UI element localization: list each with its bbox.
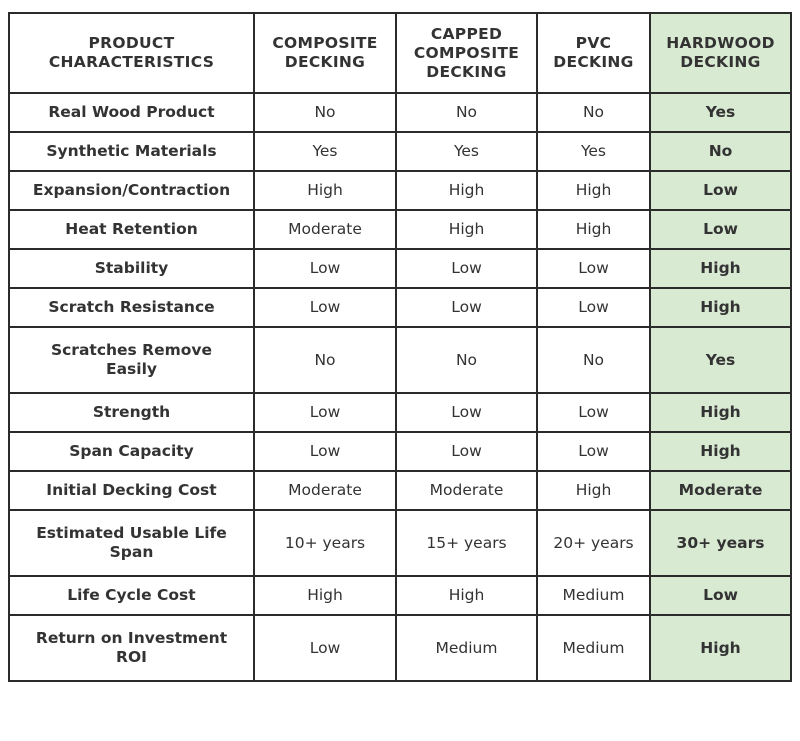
cell-pvc: No <box>537 93 650 132</box>
cell-capped-composite: No <box>396 327 537 393</box>
cell-capped-composite: High <box>396 576 537 615</box>
row-label: Return on Investment ROI <box>9 615 254 681</box>
cell-capped-composite: Low <box>396 288 537 327</box>
row-label: Life Cycle Cost <box>9 576 254 615</box>
header-composite: COMPOSITE DECKING <box>254 13 396 93</box>
table-row <box>9 510 791 576</box>
cell-hardwood: Low <box>650 210 791 249</box>
cell-pvc: No <box>537 327 650 393</box>
table-row <box>9 288 791 327</box>
cell-composite: No <box>254 327 396 393</box>
table-row <box>9 93 791 132</box>
cell-hardwood: High <box>650 432 791 471</box>
row-label: Estimated Usable Life Span <box>9 510 254 576</box>
cell-composite: Low <box>254 288 396 327</box>
cell-capped-composite: Low <box>396 393 537 432</box>
cell-composite: High <box>254 576 396 615</box>
cell-hardwood: High <box>650 249 791 288</box>
cell-composite: Moderate <box>254 210 396 249</box>
table-row <box>9 432 791 471</box>
cell-pvc: Low <box>537 432 650 471</box>
cell-composite: 10+ years <box>254 510 396 576</box>
cell-hardwood: High <box>650 288 791 327</box>
cell-capped-composite: No <box>396 93 537 132</box>
header-pvc: PVC DECKING <box>537 13 650 93</box>
row-label: Heat Retention <box>9 210 254 249</box>
cell-hardwood: High <box>650 615 791 681</box>
header-characteristics: PRODUCT CHARACTERISTICS <box>9 13 254 93</box>
table-row <box>9 327 791 393</box>
decking-comparison-table <box>8 12 792 682</box>
cell-composite: Low <box>254 615 396 681</box>
cell-composite: Yes <box>254 132 396 171</box>
table-row <box>9 171 791 210</box>
cell-pvc: Low <box>537 249 650 288</box>
row-label: Synthetic Materials <box>9 132 254 171</box>
cell-capped-composite: Low <box>396 432 537 471</box>
cell-capped-composite: High <box>396 210 537 249</box>
cell-capped-composite: High <box>396 171 537 210</box>
cell-pvc: Yes <box>537 132 650 171</box>
cell-pvc: Medium <box>537 576 650 615</box>
cell-capped-composite: Yes <box>396 132 537 171</box>
header-capped-composite: CAPPED COMPOSITE DECKING <box>396 13 537 93</box>
header-row <box>9 13 791 93</box>
cell-pvc: High <box>537 171 650 210</box>
cell-hardwood: Moderate <box>650 471 791 510</box>
cell-pvc: Low <box>537 288 650 327</box>
cell-pvc: High <box>537 210 650 249</box>
cell-composite: Low <box>254 393 396 432</box>
cell-capped-composite: 15+ years <box>396 510 537 576</box>
cell-pvc: 20+ years <box>537 510 650 576</box>
cell-composite: High <box>254 171 396 210</box>
cell-hardwood: Yes <box>650 327 791 393</box>
row-label: Stability <box>9 249 254 288</box>
row-label: Strength <box>9 393 254 432</box>
cell-hardwood: 30+ years <box>650 510 791 576</box>
cell-hardwood: No <box>650 132 791 171</box>
cell-pvc: Low <box>537 393 650 432</box>
cell-capped-composite: Medium <box>396 615 537 681</box>
row-label: Expansion/Contraction <box>9 171 254 210</box>
cell-hardwood: High <box>650 393 791 432</box>
cell-composite: Low <box>254 432 396 471</box>
cell-pvc: High <box>537 471 650 510</box>
table-row <box>9 576 791 615</box>
row-label: Span Capacity <box>9 432 254 471</box>
cell-hardwood: Low <box>650 171 791 210</box>
cell-hardwood: Low <box>650 576 791 615</box>
cell-hardwood: Yes <box>650 93 791 132</box>
table-row <box>9 249 791 288</box>
cell-composite: No <box>254 93 396 132</box>
table-row <box>9 210 791 249</box>
row-label: Scratches Remove Easily <box>9 327 254 393</box>
row-label: Real Wood Product <box>9 93 254 132</box>
row-label: Initial Decking Cost <box>9 471 254 510</box>
cell-pvc: Medium <box>537 615 650 681</box>
table-row <box>9 471 791 510</box>
row-label: Scratch Resistance <box>9 288 254 327</box>
cell-capped-composite: Moderate <box>396 471 537 510</box>
table-row <box>9 393 791 432</box>
table-row <box>9 615 791 681</box>
cell-composite: Moderate <box>254 471 396 510</box>
cell-capped-composite: Low <box>396 249 537 288</box>
table-row <box>9 132 791 171</box>
header-hardwood: HARDWOOD DECKING <box>650 13 791 93</box>
cell-composite: Low <box>254 249 396 288</box>
